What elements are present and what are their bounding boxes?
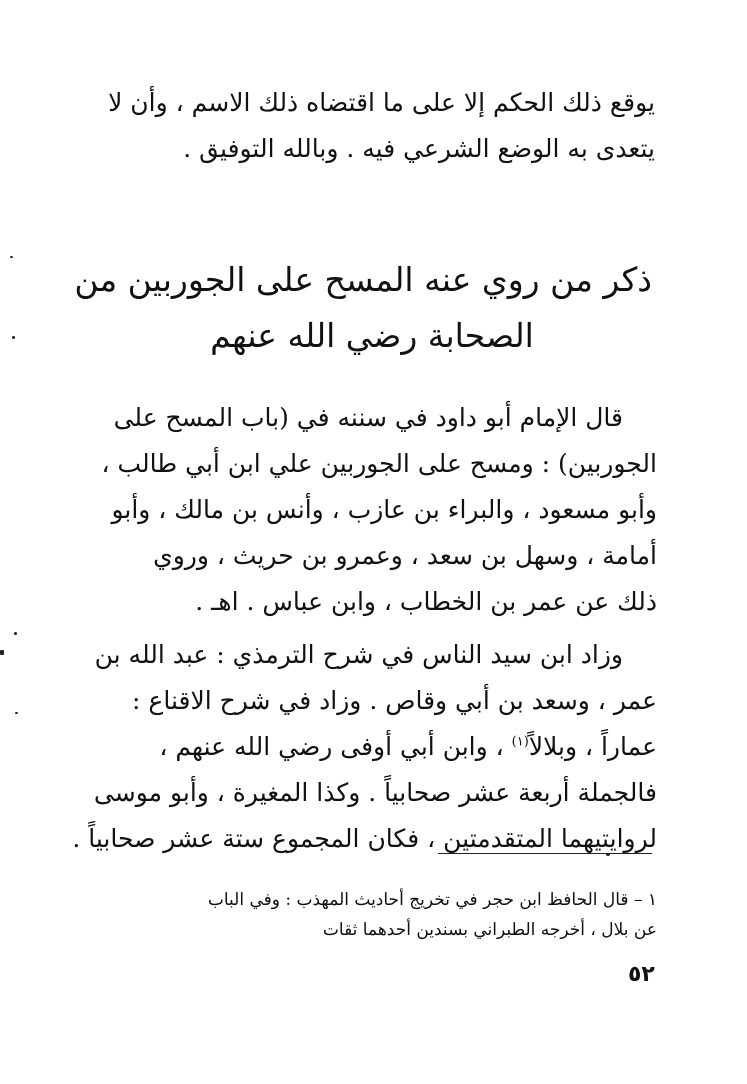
intro-line-2: يتعدى به الوضع الشرعي فيه . وبالله التوفيق . <box>183 134 655 163</box>
scan-speck <box>14 632 17 635</box>
para2-line-4: فالجملة أربعة عشر صحابياً . وكذا المغيرة ، وأبو موسى <box>93 778 657 807</box>
intro-line-1: يوقع ذلك الحكم إلا على ما اقتضاه ذلك الاسم ، وأن لا <box>108 88 655 117</box>
ibn-sayyid-paragraph <box>72 632 657 862</box>
para1-line-2: الجوربين) : ومسح على الجوربين علي ابن أبي طالب ، <box>101 449 657 478</box>
abu-dawud-paragraph <box>87 395 657 625</box>
para2-line-5: لروايتيهما المتقدمتين ، فكان المجموع ستة عشر صحابياً . <box>72 824 657 853</box>
scan-speck <box>0 650 4 655</box>
section-heading <box>74 252 652 364</box>
para1-line-5: ذلك عن عمر بن الخطاب ، وابن عباس . اهـ . <box>195 587 657 616</box>
footnote <box>67 885 657 945</box>
footnote-separator <box>438 853 652 854</box>
intro-paragraph <box>95 80 655 172</box>
para2-line-3-end: ، وابن أبي أوفى رضي الله عنهم ، <box>159 732 512 761</box>
scan-speck <box>12 336 15 339</box>
page-number: ٥٢ <box>628 962 655 987</box>
para2-line-2: عمر ، وسعد بن أبي وقاص . وزاد في شرح الاقناع : <box>132 686 657 715</box>
para1-line-1: قال الإمام أبو داود في سننه في (باب المسح على <box>113 403 623 432</box>
heading-line-1: ذكر من روي عنه المسح على الجوربين من <box>74 260 652 299</box>
scan-speck <box>606 853 610 856</box>
para2-line-1: وزاد ابن سيد الناس في شرح الترمذي : عبد الله بن <box>94 640 623 669</box>
footnote-marker[interactable]: (١) <box>511 734 529 750</box>
para1-line-4: أمامة ، وسهل بن سعد ، وعمرو بن حريث ، وروي <box>153 541 657 570</box>
para1-line-3: وأبو مسعود ، والبراء بن عازب ، وأنس بن مالك ، وأبو <box>111 495 657 524</box>
scan-speck <box>15 712 18 714</box>
heading-line-2: الصحابة رضي الله عنهم <box>210 316 534 355</box>
para2-line-3 <box>87 724 657 770</box>
footnote-line-2: عن بلال ، أخرجه الطبراني بسندين أحدهما ثقات <box>322 920 657 940</box>
para2-line-3-start: عماراً ، وبلالاً <box>528 732 657 761</box>
scan-speck <box>10 256 13 258</box>
footnote-line-1: ١ – قال الحافظ ابن حجر في تخريج أحاديث المهذب : وفي الباب <box>207 890 657 910</box>
